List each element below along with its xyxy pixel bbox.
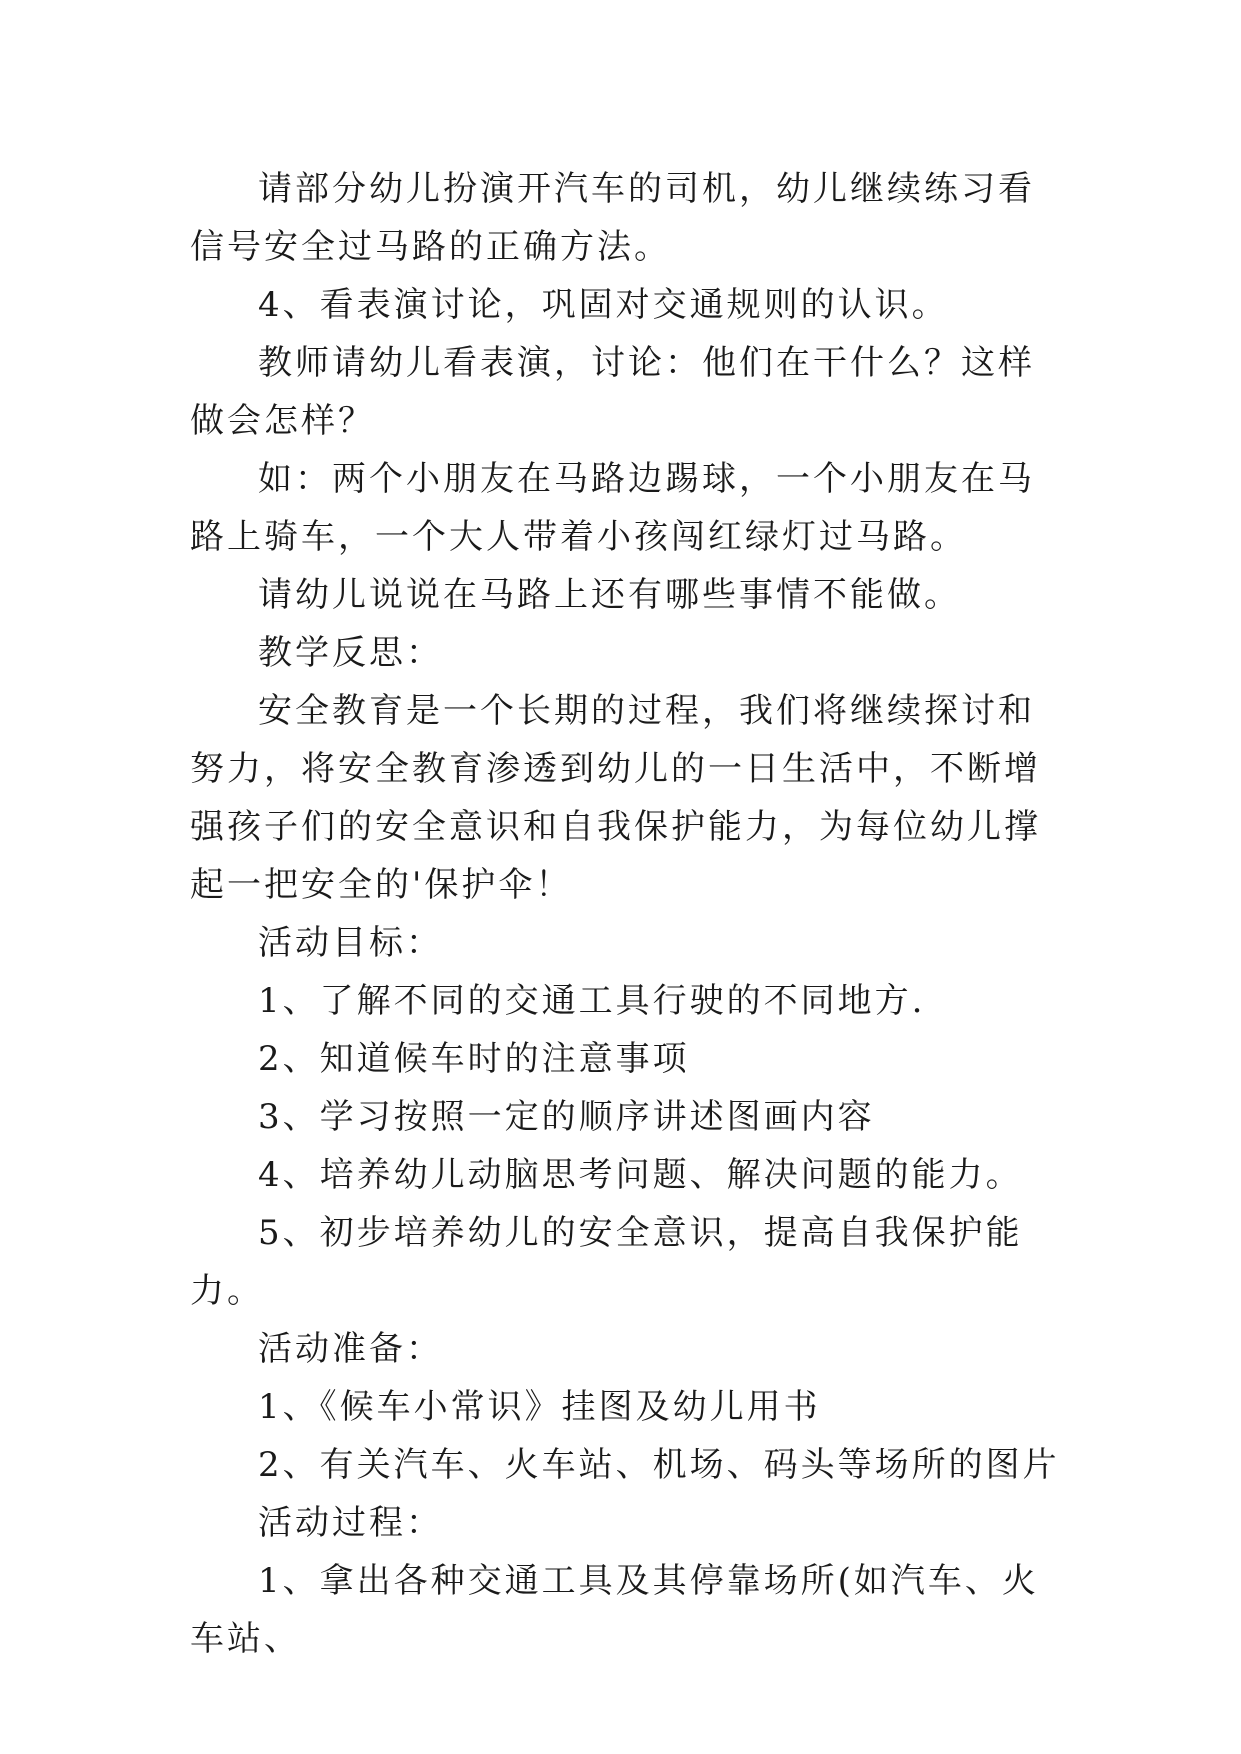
list-item-preparation-2: 2、有关汽车、火车站、机场、码头等场所的图片 bbox=[258, 1445, 1060, 1485]
paragraph-example: 如：两个小朋友在马路边踢球，一个小朋友在马路上骑车，一个大人带着小孩闯红绿灯过马路。 bbox=[190, 459, 1035, 557]
list-item-process-1: 1、拿出各种交通工具及其停靠场所(如汽车、火车站、 bbox=[190, 1561, 1039, 1659]
document-body bbox=[190, 160, 1070, 1668]
list-item-goal-5: 5、初步培养幼儿的安全意识，提高自我保护能力。 bbox=[190, 1213, 1023, 1311]
paragraph-reflection: 安全教育是一个长期的过程，我们将继续探讨和努力，将安全教育渗透到幼儿的一日生活中，不断增强孩子们的安全意识和自我保护能力，为每位幼儿撑起一把安全的'保护伞！ bbox=[190, 691, 1041, 905]
list-item-goal-3: 3、学习按照一定的顺序讲述图画内容 bbox=[258, 1097, 875, 1137]
heading-goals: 活动目标： bbox=[258, 923, 443, 963]
list-item-goal-2: 2、知道候车时的注意事项 bbox=[258, 1039, 690, 1079]
list-item-goal-1: 1、了解不同的交通工具行驶的不同地方. bbox=[258, 981, 926, 1021]
paragraph-role-play: 请部分幼儿扮演开汽车的司机，幼儿继续练习看信号安全过马路的正确方法。 bbox=[190, 169, 1035, 267]
heading-preparation: 活动准备： bbox=[258, 1329, 443, 1369]
list-item-preparation-1: 1、《候车小常识》挂图及幼儿用书 bbox=[258, 1387, 821, 1427]
paragraph-step-4: 4、看表演讨论，巩固对交通规则的认识。 bbox=[258, 285, 949, 325]
paragraph-discussion: 请幼儿说说在马路上还有哪些事情不能做。 bbox=[258, 575, 961, 615]
heading-reflection: 教学反思： bbox=[258, 633, 443, 673]
paragraph-teacher-question: 教师请幼儿看表演，讨论：他们在干什么？这样做会怎样？ bbox=[190, 343, 1035, 441]
list-item-goal-4: 4、培养幼儿动脑思考问题、解决问题的能力。 bbox=[258, 1155, 1023, 1195]
heading-process: 活动过程： bbox=[258, 1503, 443, 1543]
